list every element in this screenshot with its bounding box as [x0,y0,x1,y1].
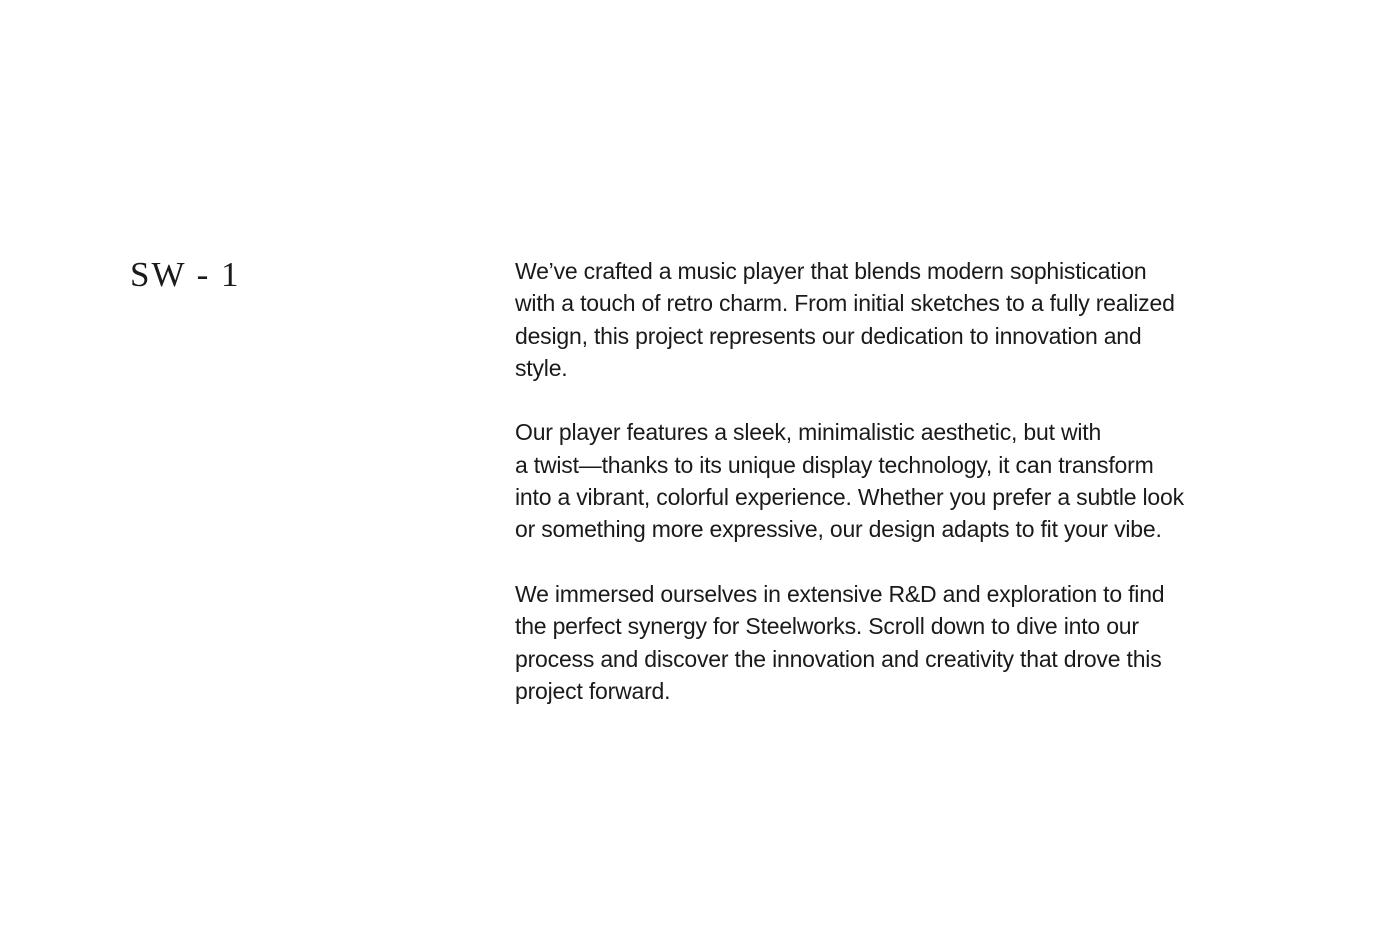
project-description [515,255,1275,707]
description-paragraph-1 [515,255,1275,384]
project-title: SW - 1 [130,255,241,294]
description-line: Our player features a sleek, minimalistic aesthetic, but with [515,419,1102,446]
description-line: style. [515,354,568,381]
description-line: the perfect synergy for Steelworks. Scroll down to dive into our [515,613,1139,640]
description-line: or something more expressive, our design adapts to fit your vibe. [515,516,1162,543]
description-line: design, this project represents our dedication to innovation and [515,322,1142,349]
description-paragraph-3 [515,578,1275,707]
description-line: project forward. [515,677,671,704]
description-line: process and discover the innovation and creativity that drove this [515,645,1162,672]
description-line: We immersed ourselves in extensive R&D and exploration to find [515,580,1165,607]
description-line: with a touch of retro charm. From initial sketches to a fully realized [515,290,1175,317]
description-line: into a vibrant, colorful experience. Whether you prefer a subtle look [515,484,1184,511]
description-paragraph-2 [515,416,1275,545]
description-line: We’ve crafted a music player that blends modern sophistication [515,258,1147,284]
description-line: a twist—thanks to its unique display technology, it can transform [515,451,1154,478]
